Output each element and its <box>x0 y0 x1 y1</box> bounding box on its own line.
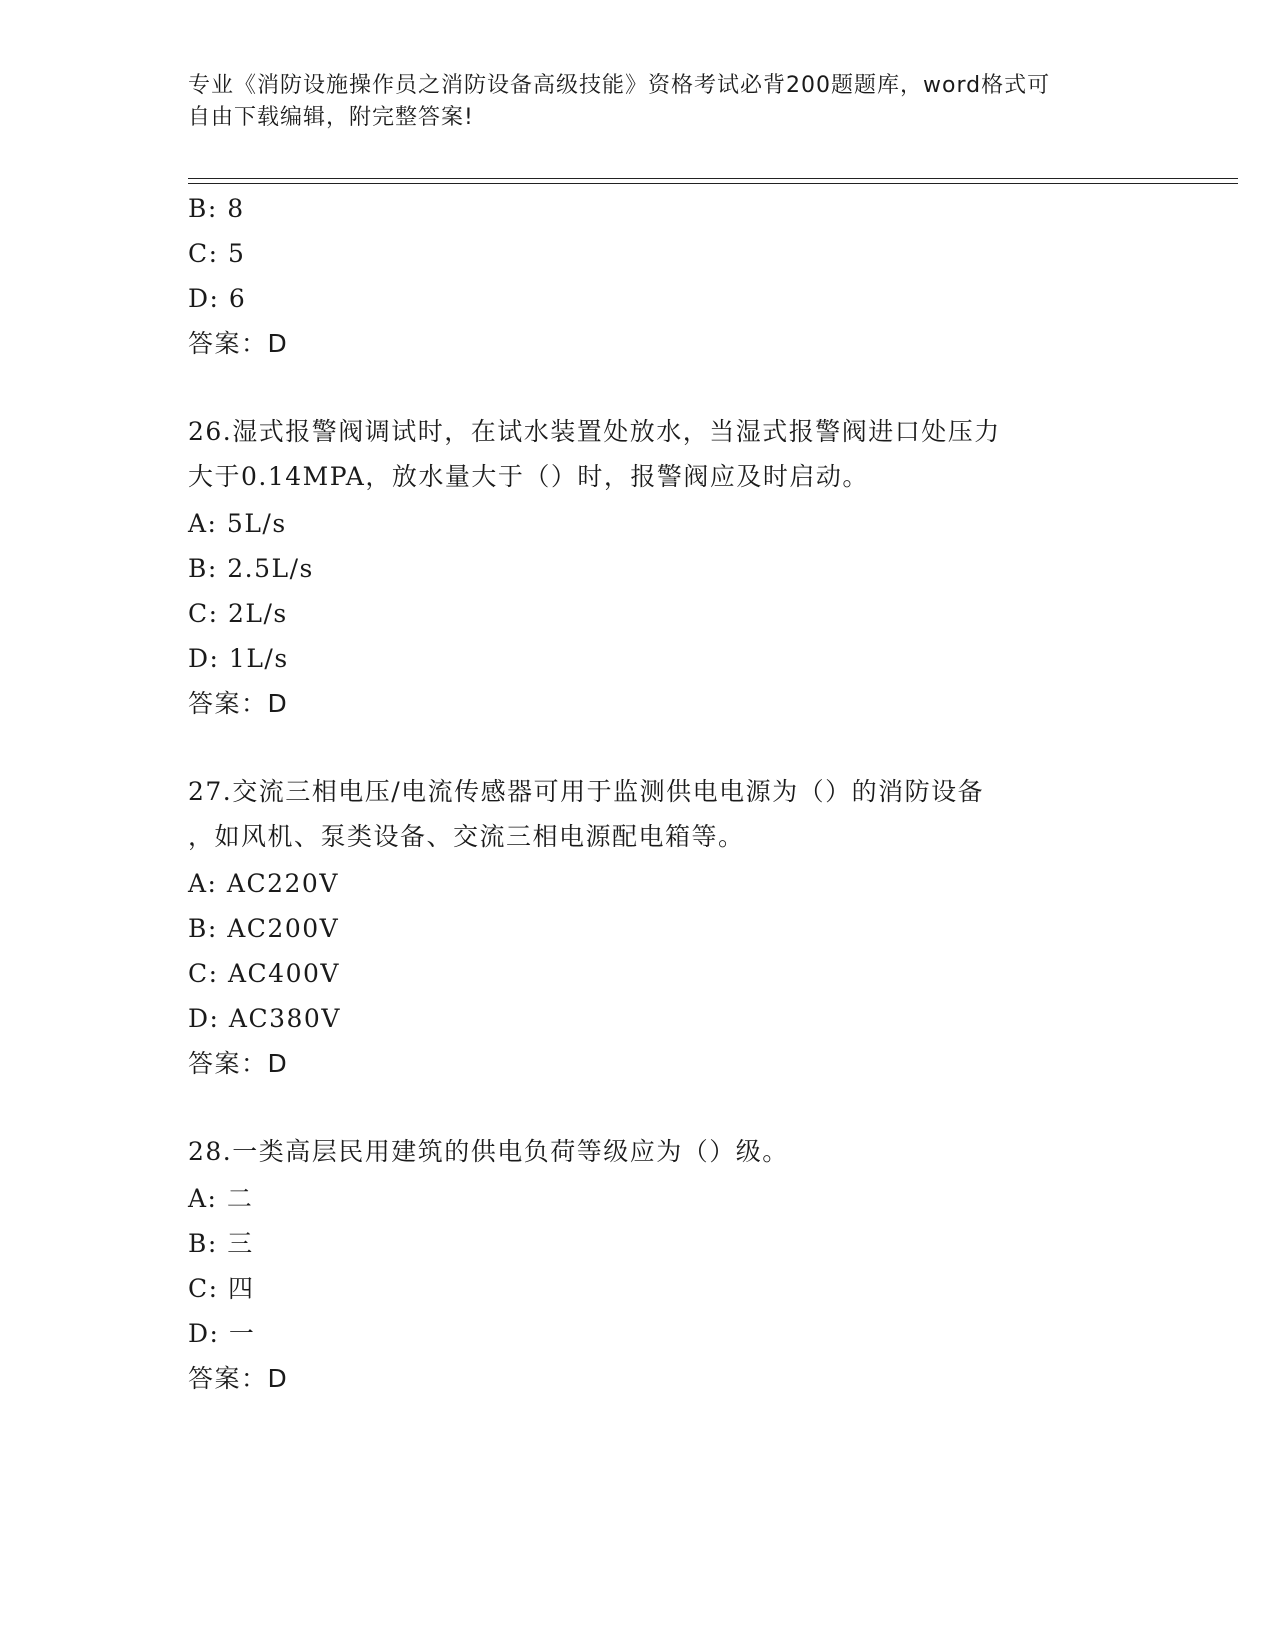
question-27-option-c: C: AC400V <box>188 959 340 988</box>
question-27-answer: 答案：D <box>188 1049 289 1078</box>
question-27-option-d: D: AC380V <box>188 1004 341 1033</box>
question-28-answer: 答案：D <box>188 1364 289 1393</box>
question-26-option-b: B: 2.5L/s <box>188 554 314 583</box>
header-divider-bottom <box>188 183 1238 184</box>
question-28-option-a: A: 二 <box>188 1184 254 1213</box>
question-28-option-b: B: 三 <box>188 1229 254 1258</box>
answer: 答案：D <box>188 329 289 358</box>
option-c: C: 5 <box>188 239 246 268</box>
question-26-option-d: D: 1L/s <box>188 644 289 673</box>
question-28-option-d: D: 一 <box>188 1319 256 1348</box>
question-26-text-line1: 26.湿式报警阀调试时，在试水装置处放水，当湿式报警阀进口处压力 <box>188 417 1001 446</box>
document-header: 专业《消防设施操作员之消防设备高级技能》资格考试必背200题题库，word格式可自由下载编辑，附完整答案! <box>188 73 1051 130</box>
header-divider-top <box>188 178 1238 179</box>
option-d: D: 6 <box>188 284 247 313</box>
question-28-option-c: C: 四 <box>188 1274 255 1303</box>
question-26-option-c: C: 2L/s <box>188 599 288 628</box>
question-27-option-a: A: AC220V <box>188 869 339 898</box>
option-b: B: 8 <box>188 194 245 223</box>
question-27-text-line2: ，如风机、泵类设备、交流三相电源配电箱等。 <box>188 822 745 851</box>
question-27-text-line1: 27.交流三相电压/电流传感器可用于监测供电电源为（）的消防设备 <box>188 777 985 806</box>
question-28-text: 28.一类高层民用建筑的供电负荷等级应为（）级。 <box>188 1137 789 1166</box>
question-26-answer: 答案：D <box>188 689 289 718</box>
question-27-option-b: B: AC200V <box>188 914 340 943</box>
question-26-text-line2: 大于0.14MPA，放水量大于（）时，报警阀应及时启动。 <box>188 462 869 491</box>
question-26-option-a: A: 5L/s <box>188 509 287 538</box>
